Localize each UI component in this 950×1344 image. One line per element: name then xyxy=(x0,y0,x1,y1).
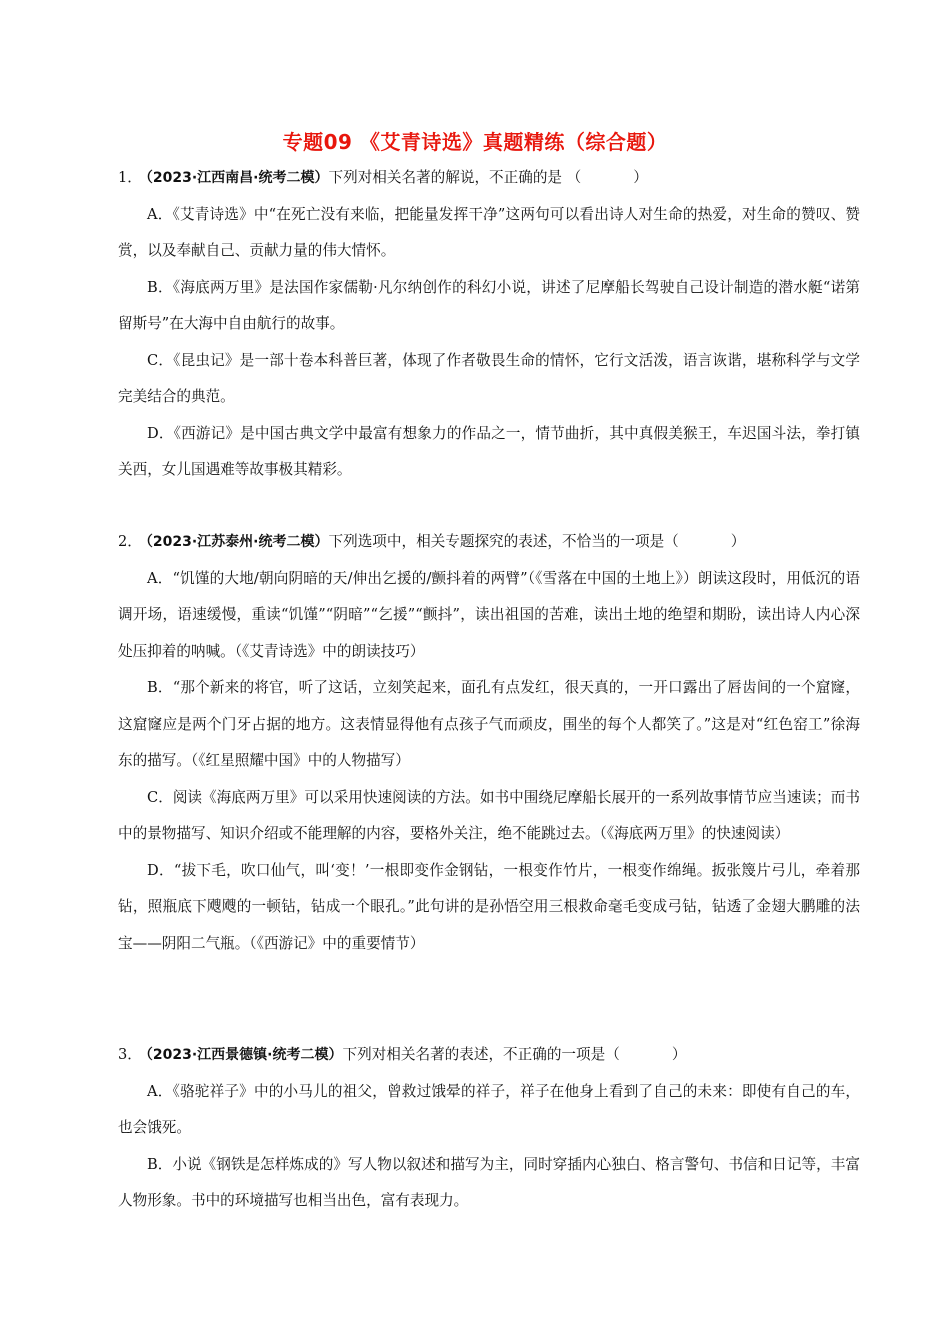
answer-paren-open: （ xyxy=(664,533,679,550)
answer-paren-close: ） xyxy=(633,169,648,186)
question-stem xyxy=(118,160,860,197)
question-number: 3． xyxy=(118,1046,142,1063)
option-b: B．《海底两万里》是法国作家儒勒·凡尔纳创作的科幻小说，讲述了尼摩船长驾驶自己设计制造的潜水艇“诺第留斯号”在大海中自由航行的故事。 xyxy=(118,278,860,332)
option-b: B．“那个新来的将官，听了这话，立刻笑起来，面孔有点发红，很天真的，一开口露出了唇齿间的一个窟窿，这窟窿应是两个门牙占据的地方。这表情显得他有点孩子气而顽皮，围坐的每个人都笑了。”这是对“红色窑工”徐海东的描写。（《红星照耀中国》中的人物描写） xyxy=(118,679,860,769)
question-source: （2023·江西景德镇·统考二模） xyxy=(145,1047,343,1063)
option-b: B．小说《钢铁是怎样炼成的》写人物以叙述和描写为主，同时穿插内心独白、格言警句、书信和日记等，丰富人物形象。书中的环境描写也相当出色，富有表现力。 xyxy=(118,1155,860,1209)
option-a: A．《艾青诗选》中“在死亡没有来临，把能量发挥干净”这两句可以看出诗人对生命的热爱，对生命的赞叹、赞赏，以及奉献自己、贡献力量的伟大情怀。 xyxy=(118,205,860,259)
question-text: 下列对相关名著的解说，不正确的是 xyxy=(328,169,563,186)
answer-paren-close: ） xyxy=(671,1046,687,1063)
answer-paren-open: （ xyxy=(566,169,582,186)
question-stem xyxy=(118,524,860,561)
option-d: D．“拔下毛，吹口仙气，叫‘变！’一根即变作金钢钻，一根变作竹片，一根变作绵绳。扳张篾片弓儿，牵着那钻，照瓶底下飕飕的一顿钻，钻成一个眼孔。”此句讲的是孙悟空用三根救命毫毛变成弓钻，钻透了金翅大鹏雕的法宝——阴阳二气瓶。（《西游记》中的重要情节） xyxy=(118,861,860,952)
question-2 xyxy=(118,524,860,962)
answer-paren-open: （ xyxy=(605,1046,620,1063)
question-3 xyxy=(118,1037,860,1220)
question-stem xyxy=(118,1037,860,1074)
option-a: A．《骆驼祥子》中的小马儿的祖父，曾救过饿晕的祥子，祥子在他身上看到了自己的未来：即使有自己的车，也会饿死。 xyxy=(118,1082,860,1136)
question-text: 下列对相关名著的表述，不正确的一项是 xyxy=(342,1046,606,1063)
question-source: （2023·江西南昌·统考二模） xyxy=(145,170,329,186)
page-title: 专题09 《艾青诗选》真题精练（综合题） xyxy=(282,130,668,154)
question-text: 下列选项中，相关专题探究的表述，不恰当的一项是 xyxy=(328,533,665,550)
option-c: C．阅读《海底两万里》可以采用快速阅读的方法。如书中围绕尼摩船长展开的一系列故事情节应当速读；而书中的景物描写、知识介绍或不能理解的内容，要格外关注，绝不能跳过去。（《海底两万里》的快速阅读） xyxy=(118,788,860,842)
question-source: （2023·江苏泰州·统考二模） xyxy=(145,534,329,550)
option-c: C．《昆虫记》是一部十卷本科普巨著，体现了作者敬畏生命的情怀，它行文活泼，语言诙谐，堪称科学与文学完美结合的典范。 xyxy=(118,351,860,405)
question-number: 2． xyxy=(118,533,142,550)
question-1 xyxy=(118,160,860,489)
option-a: A．“饥馑的大地/朝向阴暗的天/伸出乞援的/颤抖着的两臂”（《雪落在中国的土地上》）朗读这段时，用低沉的语调开场，语速缓慢，重读“饥馑”“阴暗”“乞援”“颤抖”，读出祖国的苦难，读出土地的绝望和期盼，读出诗人内心深处压抑着的呐喊。（《艾青诗选》中的朗读技巧） xyxy=(118,569,860,660)
answer-paren-close: ） xyxy=(730,533,746,550)
option-d: D．《西游记》是中国古典文学中最富有想象力的作品之一，情节曲折，其中真假美猴王，车迟国斗法，拳打镇关西，女儿国遇难等故事极其精彩。 xyxy=(118,424,860,478)
question-number: 1． xyxy=(118,169,142,186)
